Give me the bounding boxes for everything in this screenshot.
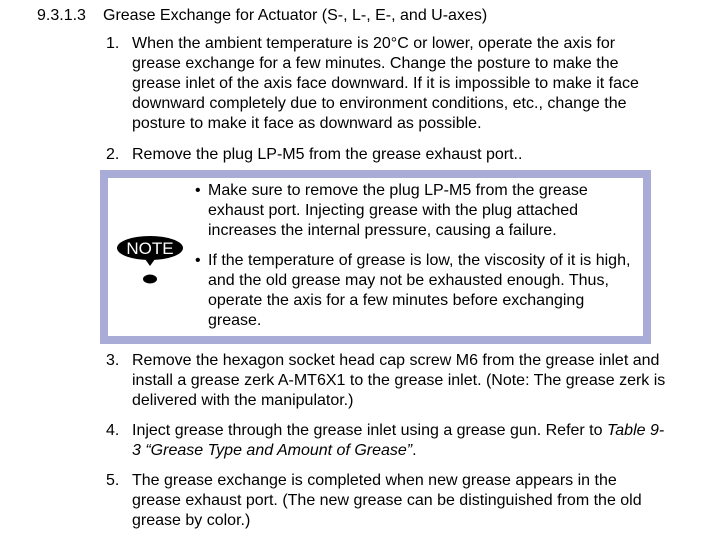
step-3 [106,351,666,411]
step-number: 2. [106,146,120,163]
section-number: 9.3.1.3 [37,7,86,24]
note-bullet-2 [195,251,635,331]
step-number: 1. [106,35,120,52]
step-number: 3. [106,352,120,369]
step-text: The grease exchange is completed when new grease appears in the grease exhaust port. (The new grease can be distinguished from the old grease by color.) [132,472,642,529]
step-number: 5. [106,472,120,489]
step-text [132,421,666,461]
step-text-before: Inject grease through the grease inlet using a grease gun. Refer to [132,422,607,439]
step-text-after: . [412,442,417,459]
section-heading [37,6,487,25]
step-text: Remove the plug LP-M5 from the grease exhaust port.. [132,146,523,163]
bullet-dot: • [195,252,201,269]
note-icon [116,235,184,285]
step-text: Remove the hexagon socket head cap screw M6 from the grease inlet and install a grease zerk A-MT6X1 to the grease inlet. (Note: The grease zerk is delivered with the manipulator.) [132,352,666,409]
section-title: Grease Exchange for Actuator (S-, L-, E-, and U-axes) [103,7,488,24]
note-bullet-text: Make sure to remove the plug LP-M5 from the grease exhaust port. Injecting grease with the plug attached increases the internal pressure, causing a failure. [208,182,588,239]
note-bullet-1 [195,181,635,241]
step-2 [106,145,666,165]
step-4 [106,421,666,461]
bullet-dot: • [195,182,201,199]
step-number: 4. [106,422,120,439]
note-bullet-text: If the temperature of grease is low, the viscosity of it is high, and the old grease may not be exhausted enough. Thus, operate the axis for a few minutes before exchanging grease. [208,252,631,329]
step-text: When the ambient temperature is 20°C or lower, operate the axis for grease exchange for a few minutes. Change the posture to make the grease inlet of the axis face downward. If it is impossible to make it face downward completely due to environment conditions, etc., change the posture to make it face as downward as possible. [132,35,639,132]
note-icon-label: NOTE [126,239,174,258]
table-reference: Table 9-3 “Grease Type and Amount of Grease” [132,422,665,459]
step-1 [106,34,666,134]
step-5 [106,471,666,531]
